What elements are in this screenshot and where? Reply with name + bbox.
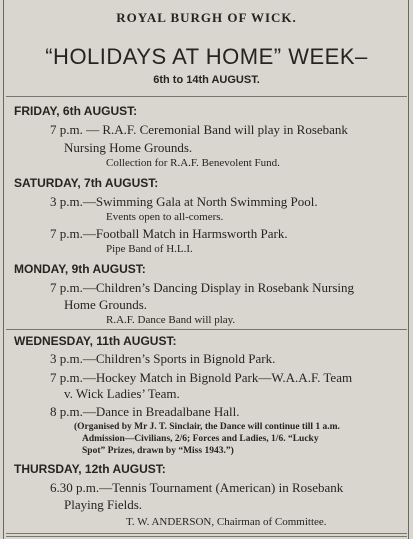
bottom-divider <box>6 533 407 534</box>
day-heading-monday: MONDAY, 9th AUGUST: <box>14 262 146 276</box>
event-note: Pipe Band of H.L.I. <box>106 243 193 255</box>
day-heading-thursday: THURSDAY, 12th AUGUST: <box>14 462 166 476</box>
divider <box>6 329 407 330</box>
day-heading-friday: FRIDAY, 6th AUGUST: <box>14 104 138 118</box>
day-heading-saturday: SATURDAY, 7th AUGUST: <box>14 176 159 190</box>
event-line: 3 p.m.—Swimming Gala at North Swimming Pool. <box>50 194 318 209</box>
divider <box>6 96 407 97</box>
event-line: v. Wick Ladies’ Team. <box>64 386 180 401</box>
event-line: 7 p.m.—Football Match in Harmsworth Park. <box>50 226 288 241</box>
event-note: R.A.F. Dance Band will play. <box>106 314 236 326</box>
event-line: Home Grounds. <box>64 297 148 312</box>
event-line: 6.30 p.m.—Tennis Tournament (American) in Rosebank <box>50 480 344 495</box>
event-note: Spot” Prizes, drawn by “Miss 1943.”) <box>82 446 234 456</box>
event-line: 7 p.m.—Hockey Match in Bignold Park—W.A.A.F. Team <box>50 370 353 385</box>
notice-title: “HOLIDAYS AT HOME” WEEK– <box>45 44 368 69</box>
event-note: Admission—Civilians, 2/6; Forces and Ladies, 1/6. “Lucky <box>82 434 319 444</box>
event-line: 3 p.m.—Children’s Sports in Bignold Park. <box>50 351 276 366</box>
event-line: Nursing Home Grounds. <box>64 140 193 155</box>
event-line: 7 p.m.—Children’s Dancing Display in Rosebank Nursing <box>50 280 355 295</box>
event-line: Playing Fields. <box>64 497 143 512</box>
burgh-heading: ROYAL BURGH OF WICK. <box>116 10 297 25</box>
notice-dates: 6th to 14th AUGUST. <box>153 74 260 86</box>
event-note: (Organised by Mr J. T. Sinclair, the Dance will continue till 1 a.m. <box>74 422 340 432</box>
day-heading-wednesday: WEDNESDAY, 11th AUGUST: <box>14 334 177 348</box>
signature: T. W. ANDERSON, Chairman of Committee. <box>126 516 327 528</box>
event-line: 7 p.m. — R.A.F. Ceremonial Band will play in Rosebank <box>50 122 348 137</box>
event-note: Events open to all-comers. <box>106 211 224 223</box>
event-note: Collection for R.A.F. Benevolent Fund. <box>106 157 280 169</box>
bottom-divider-double <box>6 536 407 537</box>
event-line: 8 p.m.—Dance in Breadalbane Hall. <box>50 404 240 419</box>
